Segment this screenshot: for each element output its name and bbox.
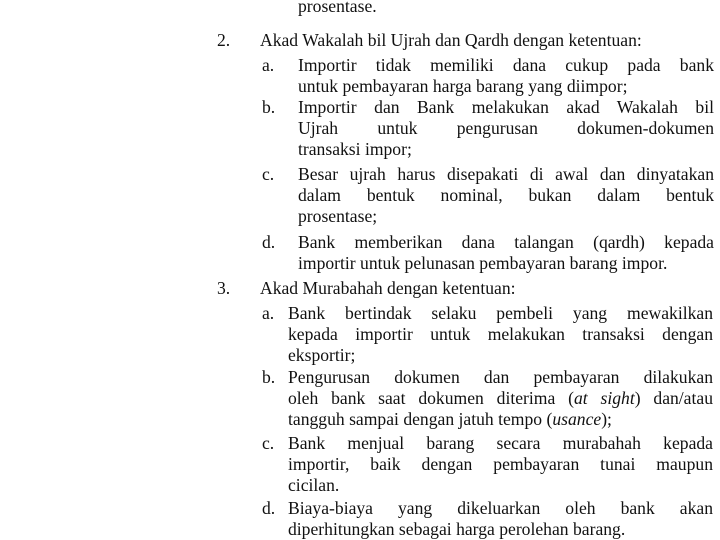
section-heading: Akad Murabahah dengan ketentuan:: [260, 278, 516, 298]
text-line: kepada importir untuk melakukan transaksi dengan: [288, 324, 713, 344]
italic-term: at sight: [573, 388, 635, 408]
list-text: [288, 433, 713, 496]
list-letter: c.: [262, 164, 275, 184]
text-line: Importir tidak memiliki dana cukup pada bank: [298, 55, 714, 75]
text-line: importir, baik dengan pembayaran tunai maupun: [288, 454, 713, 474]
list-letter: a.: [262, 303, 275, 323]
text-segment: );: [601, 409, 612, 429]
list-text: [298, 55, 714, 97]
list-letter: d.: [262, 498, 276, 518]
list-text: [288, 498, 713, 540]
list-letter: a.: [262, 55, 275, 75]
list-text: [288, 367, 713, 430]
text-segment: oleh bank saat dokumen diterima (: [288, 388, 574, 408]
list-letter: b.: [262, 367, 276, 387]
text-line: untuk pembayaran harga barang yang diimpor;: [298, 76, 628, 96]
text-line: Pengurusan dokumen dan pembayaran dilakukan: [288, 367, 713, 387]
list-text: [298, 232, 714, 274]
list-text: [298, 97, 714, 160]
list-letter: d.: [262, 232, 276, 252]
text-line: Bank menjual barang secara murabahah kepada: [288, 433, 713, 453]
italic-term: usance: [552, 409, 602, 429]
text-line: Besar ujrah harus disepakati di awal dan dinyatakan: [298, 164, 714, 184]
list-letter: c.: [262, 433, 275, 453]
text-line: Biaya-biaya yang dikeluarkan oleh bank akan: [288, 498, 713, 518]
list-text: [298, 164, 714, 227]
text-line: Ujrah untuk pengurusan dokumen-dokumen: [298, 118, 714, 138]
text-line: Bank memberikan dana talangan (qardh) kepada: [298, 232, 714, 252]
text-line: dalam bentuk nominal, bukan dalam bentuk: [298, 185, 714, 205]
section-number: 2.: [217, 30, 231, 50]
text-line: prosentase;: [298, 206, 378, 226]
text-line: [288, 409, 713, 430]
text-segment: ) dan/atau: [634, 388, 713, 408]
text-line: [288, 388, 713, 409]
list-letter: b.: [262, 97, 276, 117]
text-line: importir untuk pelunasan pembayaran barang impor.: [298, 253, 668, 273]
top-fragment: prosentase.: [298, 0, 377, 16]
text-line: diperhitungkan sebagai harga perolehan barang.: [288, 519, 626, 539]
text-line: transaksi impor;: [298, 139, 412, 159]
text-line: Bank bertindak selaku pembeli yang mewakilkan: [288, 303, 713, 323]
text-line: cicilan.: [288, 475, 340, 495]
list-text: [288, 303, 713, 366]
text-line: eksportir;: [288, 345, 356, 365]
section-number: 3.: [217, 278, 231, 298]
text-segment: tangguh sampai dengan jatuh tempo (: [288, 409, 553, 429]
section-heading: Akad Wakalah bil Ujrah dan Qardh dengan ketentuan:: [260, 30, 642, 50]
text-line: Importir dan Bank melakukan akad Wakalah bil: [298, 97, 714, 117]
